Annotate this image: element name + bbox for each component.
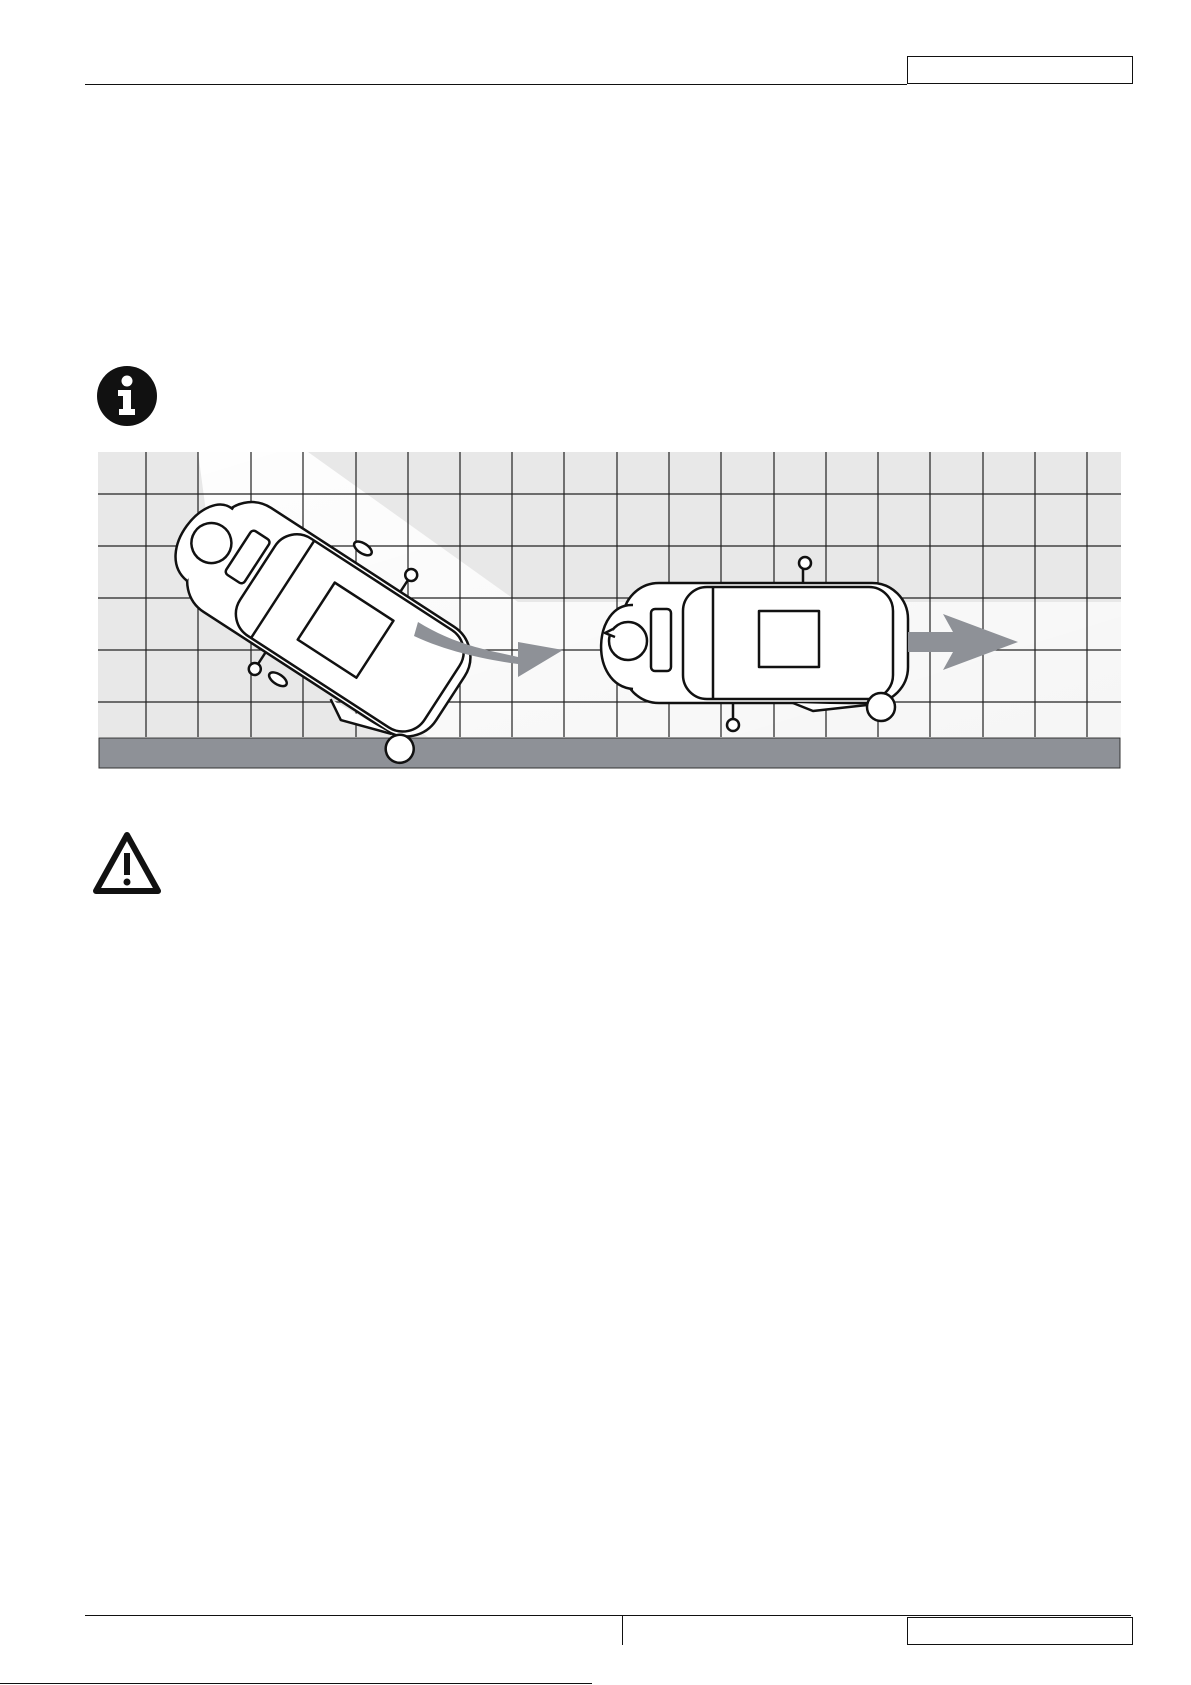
footer-rule (85, 1615, 1131, 1616)
info-icon (96, 365, 158, 427)
footer-bottom-rule (0, 1683, 592, 1684)
footer-box (907, 1617, 1133, 1645)
warning-icon (92, 831, 162, 895)
machine-path-figure (98, 452, 1121, 770)
header-box (907, 56, 1133, 84)
header-rule (85, 84, 907, 85)
footer-divider (622, 1615, 623, 1645)
wall (99, 738, 1120, 768)
